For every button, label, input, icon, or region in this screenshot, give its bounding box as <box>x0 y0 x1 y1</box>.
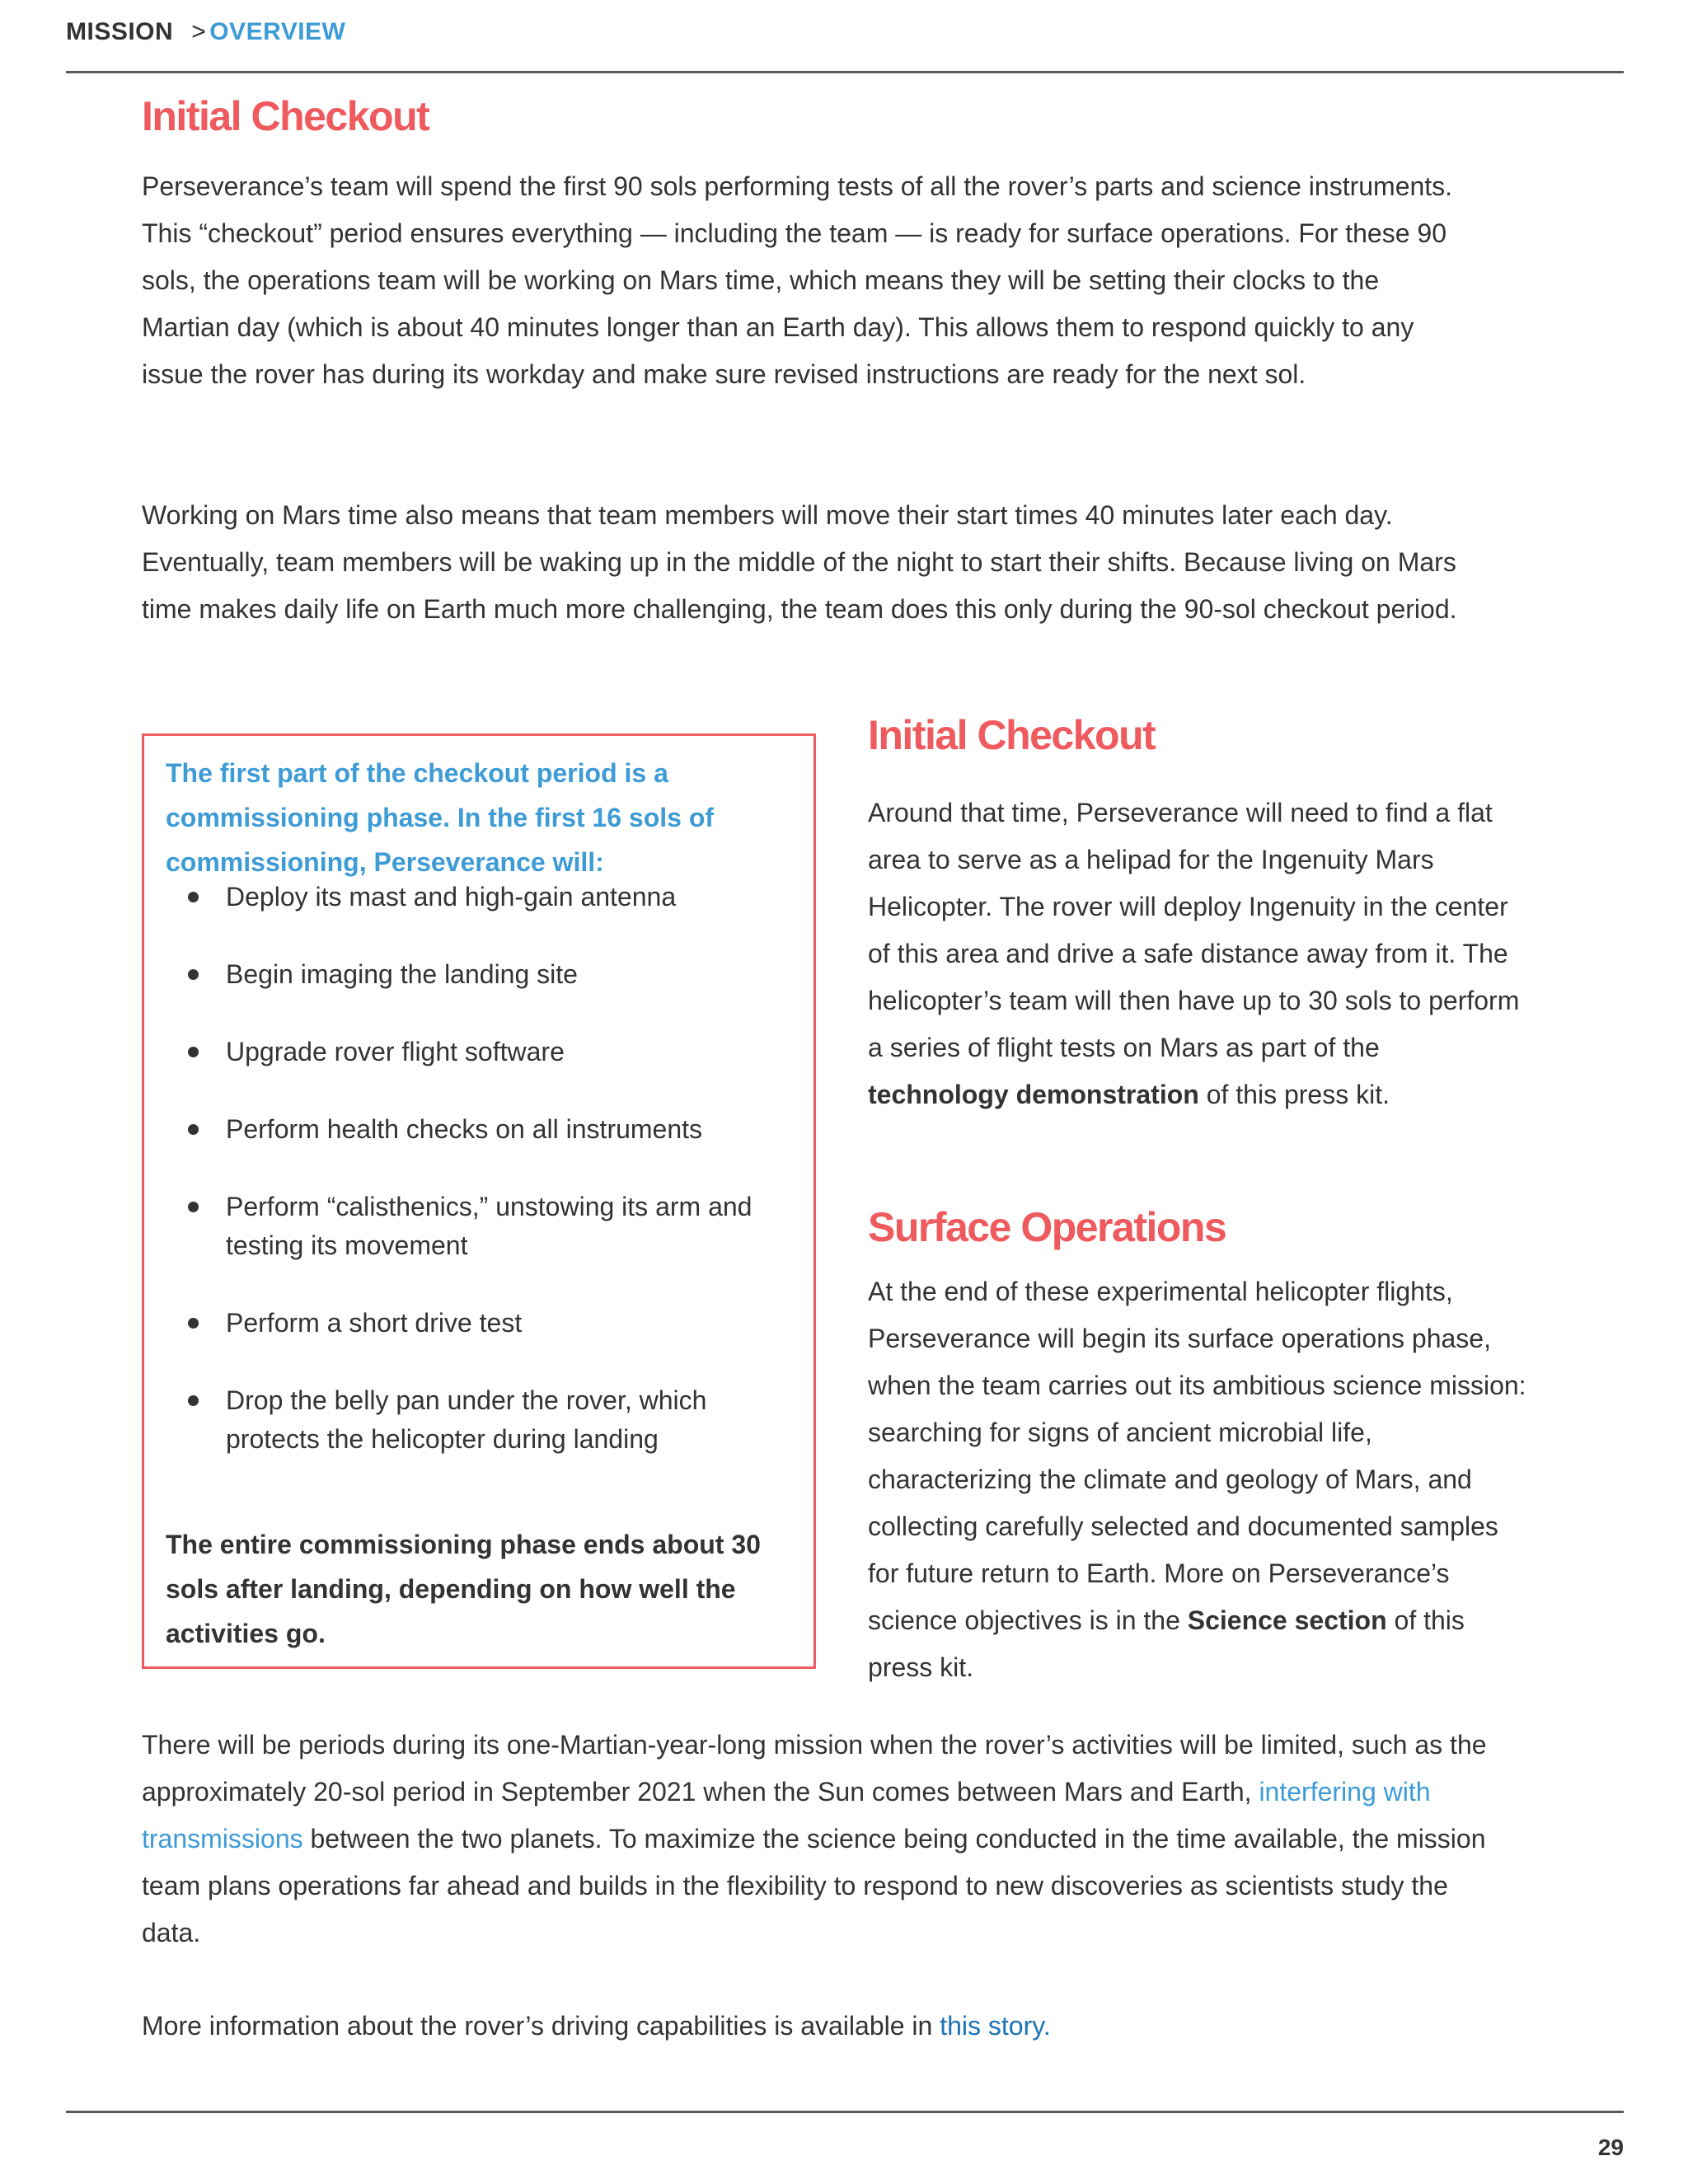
breadcrumb <box>66 18 345 46</box>
section-heading-initial-checkout: Initial Checkout <box>142 93 429 139</box>
surface-operations-paragraph <box>868 1268 1527 1691</box>
list-item: Deploy its mast and high-gain antenna <box>166 878 792 916</box>
breadcrumb-mission[interactable]: MISSION <box>66 18 174 45</box>
paragraph-text: of this press kit. <box>868 1605 1465 1682</box>
paragraph-text: between the two planets. To maximize the science being conducted in the time available, the mission team plans operations far ahead and builds in the flexibility to respond to new discoveries as scientists study the data. <box>142 1824 1486 1947</box>
list-item: Perform “calisthenics,” unstowing its arm and testing its movement <box>166 1188 792 1265</box>
intro-paragraph-2: Working on Mars time also means that team members will move their start times 40 minutes later each day. Eventually, team members will be waking up in the middle of the night to start their shifts. Because living on Mars time makes daily life on Earth much more challenging, the team does this only during the 90-sol checkout period. <box>142 500 1457 624</box>
paragraph-text: More information about the rover’s driving capabilities is available in <box>142 2011 940 2041</box>
commissioning-callout-box <box>142 733 816 1669</box>
section-heading-surface-operations: Surface Operations <box>868 1204 1226 1250</box>
list-item: Drop the belly pan under the rover, which protects the helicopter during landing <box>166 1381 792 1459</box>
page-number: 29 <box>1597 2135 1624 2160</box>
header-divider <box>66 71 1624 73</box>
commissioning-list <box>166 878 792 1497</box>
intro-paragraph-1: Perseverance’s team will spend the first 90 sols performing tests of all the rover’s parts and science instruments. This “checkout” period ensures everything — including the team — is ready for surface operations. For these 90 sols, the operations team will be working on Mars time, which means they will be setting their clocks to the Martian day (which is about 40 minutes longer than an Earth day). This allows them to respond quickly to any issue the rover has during its workday and make sure revised instructions are ready for the next sol. <box>142 171 1453 389</box>
chevron-right-icon: > <box>191 18 207 45</box>
interfering-transmissions-link[interactable]: interfering with transmissions <box>142 1777 1431 1854</box>
right-heading-initial-checkout: Initial Checkout <box>868 712 1156 758</box>
callout-intro: The first part of the checkout period is a commissioning phase. In the first 16 sols of commissioning, Perseverance will: <box>166 758 715 877</box>
footer-divider <box>66 2111 1624 2113</box>
technology-demonstration-ref: technology demonstration <box>868 1080 1199 1109</box>
paragraph-text: At the end of these experimental helicopter flights, Perseverance will begin its surface operations phase, when the team carries out its ambitious science mission: searching for signs of ancient microbial life, characterizing the climate and geology of Mars, and collecting carefully selected and documented samples for future return to Earth. More on Perseverance’s science objectives is in the <box>868 1277 1526 1635</box>
list-item: Perform health checks on all instruments <box>166 1110 792 1149</box>
list-item: Begin imaging the landing site <box>166 955 792 994</box>
science-section-ref: Science section <box>1187 1605 1387 1635</box>
closing-paragraph-1 <box>142 1722 1493 1957</box>
helicopter-paragraph <box>868 790 1527 1118</box>
breadcrumb-overview[interactable]: OVERVIEW <box>209 18 346 45</box>
closing-paragraph-2 <box>142 2003 1493 2050</box>
this-story-link[interactable]: this story. <box>940 2011 1051 2041</box>
paragraph-text: Around that time, Perseverance will need to find a flat area to serve as a helipad for the Ingenuity Mars Helicopter. The rover will deploy Ingenuity in the center of this area and drive a safe distance away from it. The helicopter’s team will then have up to 30 sols to perform a series of flight tests on Mars as part of the <box>868 798 1520 1062</box>
paragraph-text: There will be periods during its one-Martian-year-long mission when the rover’s activities will be limited, such as the approximately 20-sol period in September 2021 when the Sun comes between Mars and Earth, <box>142 1730 1487 1807</box>
paragraph-text: of this press kit. <box>1198 1080 1390 1109</box>
callout-outro: The entire commissioning phase ends about 30 sols after landing, depending on how well the activities go. <box>166 1530 761 1648</box>
list-item: Perform a short drive test <box>166 1304 792 1343</box>
list-item: Upgrade rover flight software <box>166 1033 792 1071</box>
